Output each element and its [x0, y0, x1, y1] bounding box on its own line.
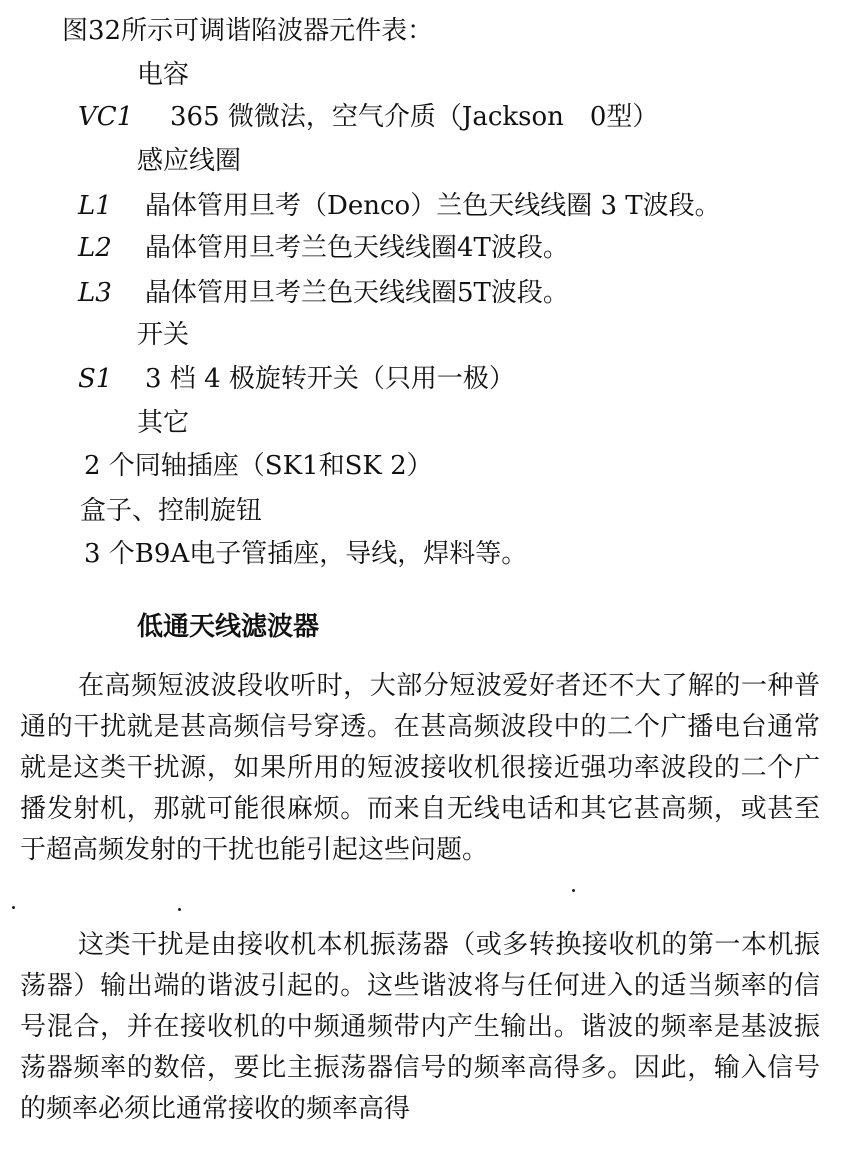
- scan-speck: [12, 906, 15, 909]
- l3-label: L3: [78, 278, 112, 308]
- paragraph-2: 这类干扰是由接收机本机振荡器（或多转换接收机的第一本机振荡器）输出端的谐波引起的。这些谐波将与任何进入的适当频率的信号混合，并在接收机的中频通频带内产生输出。谐波的频率是基波振荡器频率的数倍，要比主振荡器信号的频率高得多。因此，输入信号的频率必须比通常接收的频率高得: [20, 930, 820, 1124]
- vc1-label: VC1: [78, 102, 134, 132]
- section-title: 低通天线滤波器: [137, 612, 320, 642]
- parts-list-intro: 图32所示可调谐陷波器元件表：: [62, 16, 434, 46]
- other-item-connectors: 2 个同轴插座（SK1和SK 2）: [84, 451, 433, 481]
- other-item-box: 盒子、控制旋钮: [80, 496, 263, 526]
- vc1-description: 365 微微法，空气介质（Jackson 0型）: [170, 102, 659, 132]
- paragraph-1: 在高频短波波段收听时，大部分短波爱好者还不大了解的一种普通的干扰就是甚高频信号穿透。在甚高频波段中的二个广播电台通常就是这类干扰源，如果所用的短波接收机很接近强功率波段的二个广播发射机，那就可能很麻烦。而来自无线电话和其它甚高频，或甚至于超高频发射的干扰也能引起这些问题。: [20, 671, 820, 865]
- l1-label: L1: [78, 191, 112, 221]
- s1-description: 3 档 4 极旋转开关（只用一极）: [145, 364, 515, 394]
- l2-label: L2: [78, 233, 112, 263]
- capacitor-header: 电容: [137, 60, 190, 90]
- switch-header: 开关: [137, 320, 190, 350]
- scan-speck: [572, 889, 575, 892]
- scan-speck: [178, 908, 181, 911]
- l2-description: 晶体管用旦考兰色天线线圈4T波段。: [145, 233, 569, 263]
- l3-description: 晶体管用旦考兰色天线线圈5T波段。: [145, 278, 569, 308]
- other-item-sockets: 3 个B9A电子管插座，导线，焊料等。: [84, 539, 528, 569]
- s1-label: S1: [78, 364, 113, 394]
- other-header: 其它: [137, 408, 190, 438]
- l1-description: 晶体管用旦考（Denco）兰色天线线圈 3 T波段。: [145, 191, 721, 221]
- inductor-header: 感应线圈: [137, 146, 242, 176]
